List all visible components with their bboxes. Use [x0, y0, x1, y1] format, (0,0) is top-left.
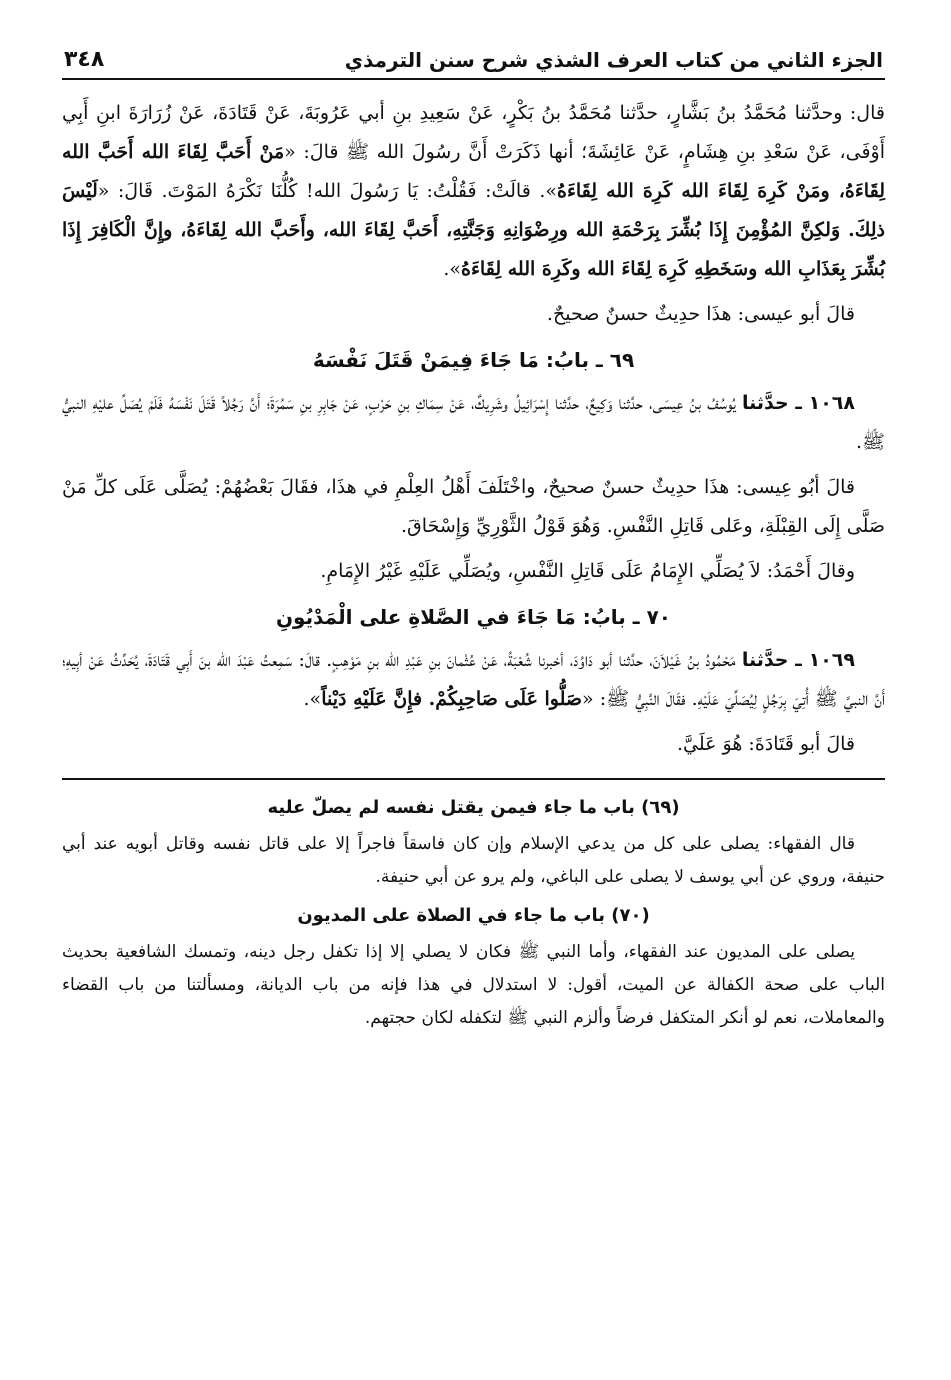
hadith-paragraph-aisha: [62, 94, 885, 289]
quote-close-1069: ».: [303, 688, 322, 710]
matn-bold-1: مَنْ أَحَبَّ لِقَاءَ الله أَحَبَّ الله لِقَاءَهُ، ومَنْ كَرِهَ لِقَاءَ الله كَرِهَ الله لِقَاءَهُ: [62, 141, 885, 202]
page-number: ٣٤٨: [64, 47, 105, 72]
matn-bold-1069: صَلُّوا عَلَى صَاحِبِكُمْ. فإِنَّ عَلَيْهِ دَيْناً: [321, 688, 583, 710]
note-text-69: قال الفقهاء: يصلى على كل من يدعي الإسلام وإن كان فاسقاً فاجراً إلا على قاتل نفسه وقاتل أبويه عند أبي حنيفة، وروي عن أبي يوسف لا يصلى على الباغي، ولم يرو عن أبي حنيفة.: [62, 834, 885, 887]
matn-bold-2: لَيْسَ ذلِكَ. وَلكِنَّ المُؤْمِنَ إِذَا بُشِّرَ بِرَحْمَةِ الله ورِضْوَانِهِ وَجَنَّتِهِ، أَحَبَّ لِقَاءَ الله، وأَحَبَّ الله لِقَاءَهُ، وإِنَّ الْكَافِرَ إِذَا بُشِّرَ بِعَذَابِ الله وسَخَطِهِ كَرِهَ لِقَاءَ الله وكَرِهَ الله لِقَاءَهُ: [62, 180, 885, 280]
grading-paragraph: قالَ أبو عيسى: هذَا حدِيثٌ حسنٌ صحيحٌ.: [546, 303, 855, 325]
hadith-text-1069: مَحْمُودُ بنُ غَيْلاَنَ، حدَّثنا أبو دَاوُدَ، أخبرنا شُعْبَةُ، عَنْ عُثْمانَ بنِ عَبْدِ الله بنِ مَوْهِبٍ. قالَ: سَمِعتُ عَبْدَ الله بنَ أَبِي قَتَادَةَ، يُحَدِّثُ عَنْ أبِيهِ؛ أَنَّ النبيَّ ﷺ أُتِيَ بِرَجُلٍ لِيُصَلِّيَ عَلَيْهِ. فقَالَ النَّبِيُّ ﷺ: «: [62, 649, 885, 710]
hadith-1069: [62, 641, 885, 719]
note-heading-69: (٦٩) باب ما جاء فيمن يقتل نفسه لم يصلّ عليه: [267, 797, 680, 818]
footnote-divider: [62, 778, 885, 780]
page-header: [62, 40, 885, 80]
commentary-paragraph-2: وقالَ أَحْمَدُ: لاَ يُصَلِّي الإِمَامُ عَلَى قَاتِلِ النَّفْسِ، ويُصَلِّي عَلَيْهِ غَيْرُ الإِمَامِ.: [320, 560, 855, 582]
quote-close: ».: [443, 258, 462, 280]
note-heading-70: (٧٠) باب ما جاء في الصلاة على المديون: [297, 905, 650, 926]
commentary-notes: [62, 790, 885, 1035]
chapter-heading-70: ٧٠ ـ بابُ: مَا جَاءَ في الصَّلاةِ على الْمَدْيُونِ: [275, 605, 672, 629]
closing-paragraph: قالَ أبو قَتَادَةَ: هُوَ عَلَيَّ.: [677, 733, 855, 755]
note-text-70: يصلى على المديون عند الفقهاء، وأما النبي ﷺ فكان لا يصلي إلا إذا تكفل رجل دينه، وتمسك الشافعية بحديث الباب على صحة الكفالة عن الميت، أقول: لا استدلال في هذا فإنه من باب الديانة، ومسألتنا من باب القضاء والمعاملات، نعم لو أنكر المتكفل فرضاً وألزم النبي ﷺ لتكفله لكان حجتهم.: [62, 942, 885, 1028]
document-page: [62, 40, 885, 1360]
commentary-paragraph-1: قالَ أبُو عِيسى: هذَا حدِيثٌ حسنٌ صحيحٌ، واخْتَلَفَ أَهْلُ العِلْمِ في هذَا، فقَالَ بَعْضُهُمْ: يُصَلَّى عَلَى كلِّ مَنْ صَلَّى إِلَى القِبْلَةِ، وعَلى قَاتِلِ النَّفْسِ. وَهُوَ قَوْلُ الثَّوْرِيِّ وَإِسْحَاقَ.: [62, 476, 885, 537]
chapter-heading-69: ٦٩ ـ بابُ: مَا جَاءَ فِيمَنْ قَتَلَ نَفْسَهُ: [312, 348, 635, 372]
dialogue-text: ». قالَتْ: فَقُلْتُ: يَا رَسُولَ الله! كُلُّنَا نَكْرَهُ المَوْتَ. قَالَ: «: [97, 180, 557, 202]
running-title: الجزء الثاني من كتاب العرف الشذي شرح سنن الترمذي: [344, 48, 883, 72]
hadith-number-1068: ١٠٦٨ ـ حدَّثنا: [742, 392, 855, 414]
hadith-1068: [62, 384, 885, 462]
hadith-number-1069: ١٠٦٩ ـ حدَّثنا: [741, 649, 855, 671]
hadith-text-1068: يُوسُفُ بنُ عِيسَى، حدَّثنا وَكِيعٌ، حدَّثنا إِسْرَائِيلُ وشَرِيكٌ، عَنْ سِمَاكِ بنِ حَرْبٍ، عَنْ جَابِرِ بنِ سَمُرَةَ؛ أَنَّ رَجُلاً قَتَلَ نَفْسَهُ فَلَمْ يُصَلِّ عليْهِ النبيُّ ﷺ.: [62, 392, 885, 453]
isnad-text: قال: وحدَّثنا مُحَمَّدُ بنُ بَشَّارٍ، حدَّثنا مُحَمَّدُ بنُ بَكْرٍ، عَنْ سَعِيدِ بنِ أبي عَرُوبَةَ، عَنْ قَتَادَةَ، عَنْ زُرَارَةَ ابنِ أَبِي أَوْفَى، عَنْ سَعْدِ بنِ هِشَامٍ، عَنْ عَائِشَةَ؛ أنها ذَكَرَتْ أَنَّ رسُولَ الله ﷺ قالَ: «: [62, 102, 885, 163]
main-text: [62, 94, 885, 764]
